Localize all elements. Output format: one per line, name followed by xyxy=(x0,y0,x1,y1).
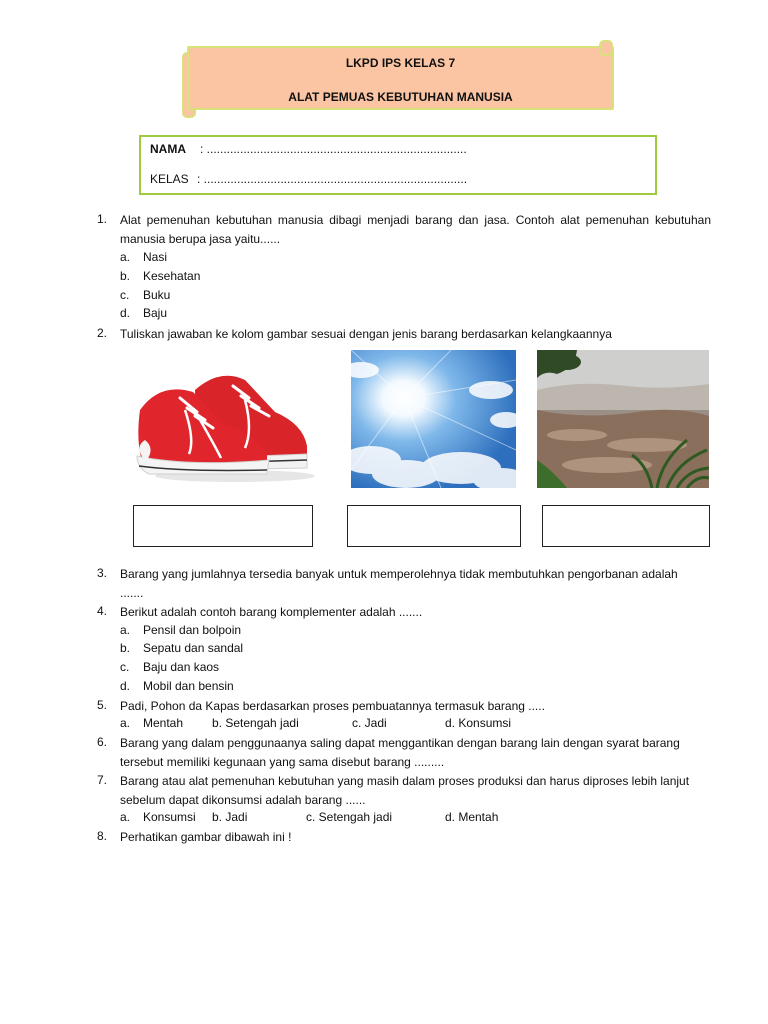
q4-option-a-letter: a. xyxy=(120,623,131,637)
q5-option-c[interactable]: c. Jadi xyxy=(352,716,387,730)
q1-option-c[interactable]: Buku xyxy=(143,288,171,302)
q4-option-b[interactable]: Sepatu dan sandal xyxy=(143,641,244,655)
q1-option-c-letter: c. xyxy=(120,288,130,302)
question-2-text: Tuliskan jawaban ke kolom gambar sesuai dengan jenis barang berdasarkan kelangkaannya xyxy=(120,327,612,341)
name-field[interactable]: : .............................................................................. xyxy=(200,142,467,156)
question-5-number: 5. xyxy=(97,698,108,712)
q5-option-d[interactable]: d. Konsumsi xyxy=(445,716,512,730)
question-8-number: 8. xyxy=(97,829,108,843)
q5-option-a[interactable]: Mentah xyxy=(143,716,184,730)
answer-box-1[interactable] xyxy=(133,505,313,547)
question-8-text: Perhatikan gambar dibawah ini ! xyxy=(120,830,292,844)
question-5-text: Padi, Pohon da Kapas berdasarkan proses pembuatannya termasuk barang ..... xyxy=(120,699,545,713)
q4-option-d-letter: d. xyxy=(120,679,131,693)
answer-box-3[interactable] xyxy=(542,505,710,547)
q7-option-b[interactable]: b. Jadi xyxy=(212,810,248,824)
q4-option-b-letter: b. xyxy=(120,641,131,655)
q1-option-a-letter: a. xyxy=(120,250,131,264)
question-6-text: Barang yang dalam penggunaanya saling dapat menggantikan dengan barang lain dengan syarat barang tersebut memiliki kegunaan yang sama disebut barang ......... xyxy=(120,736,680,769)
red-sneakers-image xyxy=(125,350,315,488)
q5-option-b[interactable]: b. Setengah jadi xyxy=(212,716,299,730)
question-7-text: Barang atau alat pemenuhan kebutuhan yang masih dalam proses produksi dan harus diproses lebih lanjut sebelum dapat dikonsumsi adalah barang ...... xyxy=(120,774,690,807)
question-2-number: 2. xyxy=(97,326,108,340)
class-field[interactable]: : ............................................................................... xyxy=(197,172,468,186)
class-label: KELAS xyxy=(150,172,189,186)
answer-box-2[interactable] xyxy=(347,505,521,547)
sunlight-sky-image xyxy=(351,350,516,488)
q4-option-c[interactable]: Baju dan kaos xyxy=(143,660,220,674)
banner-curl-right xyxy=(599,40,613,56)
question-3-text: Barang yang jumlahnya tersedia banyak untuk memperolehnya tidak membutuhkan pengorbanan adalah ....... xyxy=(120,567,678,600)
flood-water-image xyxy=(537,350,709,488)
q1-option-b[interactable]: Kesehatan xyxy=(143,269,201,283)
name-label: NAMA xyxy=(150,142,186,156)
q1-option-a[interactable]: Nasi xyxy=(143,250,168,264)
q1-option-b-letter: b. xyxy=(120,269,131,283)
question-6-number: 6. xyxy=(97,735,108,749)
q7-option-a-letter: a. xyxy=(120,810,131,824)
q4-option-a[interactable]: Pensil dan bolpoin xyxy=(143,623,242,637)
question-4-text: Berikut adalah contoh barang komplementer adalah ....... xyxy=(120,605,423,619)
question-3-number: 3. xyxy=(97,566,108,580)
q1-option-d-letter: d. xyxy=(120,306,131,320)
q7-option-c[interactable]: c. Setengah jadi xyxy=(306,810,393,824)
q7-option-a[interactable]: Konsumsi xyxy=(143,810,196,824)
q4-option-c-letter: c. xyxy=(120,660,130,674)
question-4-number: 4. xyxy=(97,604,108,618)
q4-option-d[interactable]: Mobil dan bensin xyxy=(143,679,234,693)
question-1-text: Alat pemenuhan kebutuhan manusia dibagi menjadi barang dan jasa. Contoh alat pemenuhan kebutuhan manusia berupa jasa yaitu...... xyxy=(120,213,711,246)
q5-option-a-letter: a. xyxy=(120,716,131,730)
identity-box xyxy=(139,135,657,195)
question-7-number: 7. xyxy=(97,773,108,787)
q1-option-d[interactable]: Baju xyxy=(143,306,168,320)
question-1-number: 1. xyxy=(97,212,108,226)
q7-option-d[interactable]: d. Mentah xyxy=(445,810,499,824)
worksheet-subtitle: ALAT PEMUAS KEBUTUHAN MANUSIA xyxy=(288,90,513,104)
worksheet-title: LKPD IPS KELAS 7 xyxy=(345,56,456,70)
